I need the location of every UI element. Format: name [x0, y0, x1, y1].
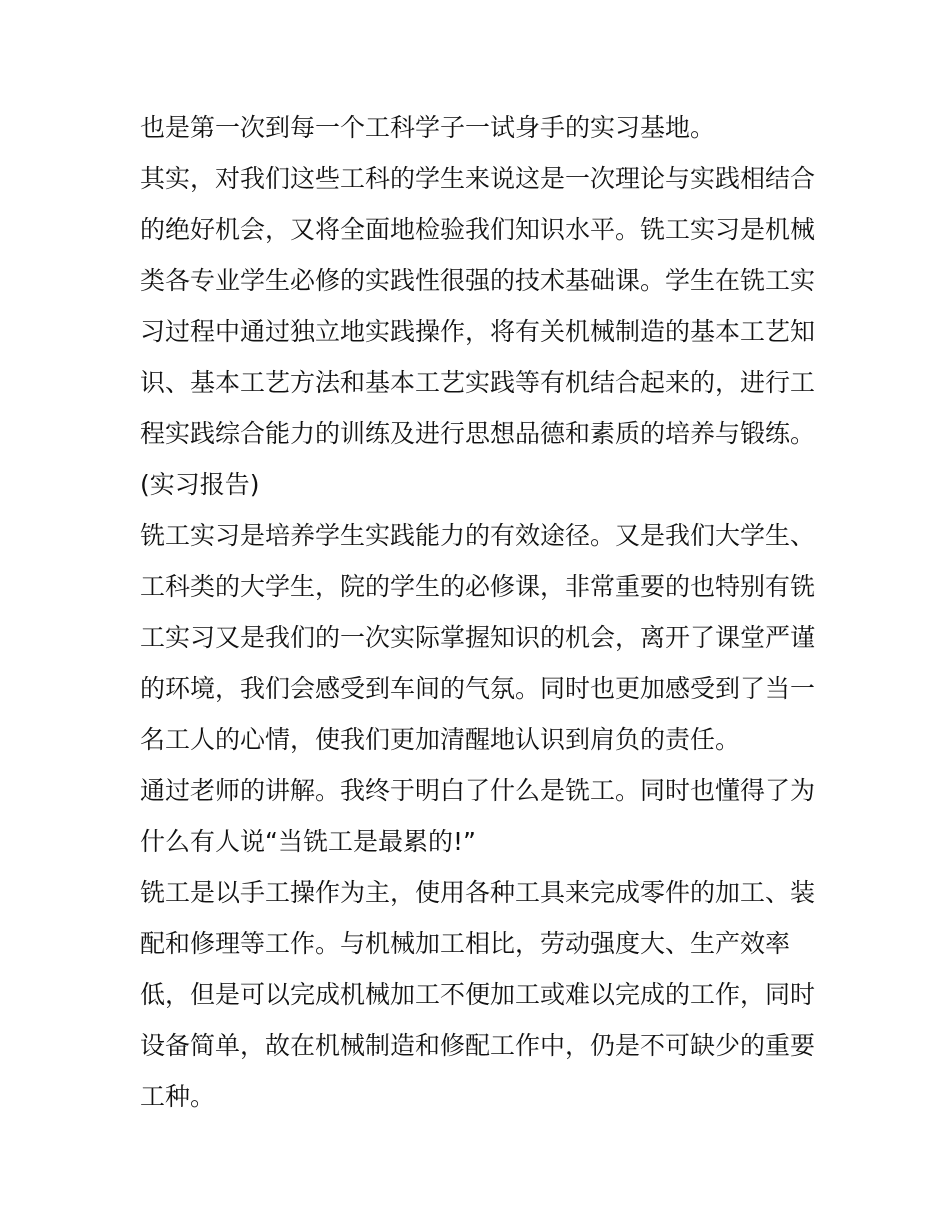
text-line: 工实习又是我们的一次实际掌握知识的机会，离开了课堂严谨: [140, 623, 816, 652]
text-line: 什么有人说“当铣工是最累的!”: [140, 827, 476, 856]
text-line: 程实践综合能力的训练及进行思想品德和素质的培养与锻练。: [140, 419, 816, 448]
text-line: 工科类的大学生，院的学生的必修课，非常重要的也特别有铣: [140, 572, 816, 601]
text-line: 配和修理等工作。与机械加工相比，劳动强度大、生产效率: [140, 929, 791, 958]
text-line: 铣工实习是培养学生实践能力的有效途径。又是我们大学生、: [140, 521, 816, 550]
text-line: 名工人的心情，使我们更加清醒地认识到肩负的责任。: [140, 725, 741, 754]
text-line: (实习报告): [140, 470, 260, 499]
text-line: 工种。: [140, 1082, 216, 1111]
text-line: 其实，对我们这些工科的学生来说这是一次理论与实践相结合: [140, 164, 816, 193]
text-line: 铣工是以手工操作为主，使用各种工具来完成零件的加工、装: [140, 878, 816, 907]
text-line: 低，但是可以完成机械加工不便加工或难以完成的工作，同时: [140, 980, 816, 1009]
text-line: 也是第一次到每一个工科学子一试身手的实习基地。: [140, 113, 716, 142]
text-line: 识、基本工艺方法和基本工艺实践等有机结合起来的，进行工: [140, 368, 816, 397]
text-line: 习过程中通过独立地实践操作，将有关机械制造的基本工艺知: [140, 317, 816, 346]
text-line: 设备简单，故在机械制造和修配工作中，仍是不可缺少的重要: [140, 1031, 816, 1060]
text-line: 类各专业学生必修的实践性很强的技术基础课。学生在铣工实: [140, 266, 816, 295]
text-line: 通过老师的讲解。我终于明白了什么是铣工。同时也懂得了为: [140, 776, 816, 805]
text-line: 的环境，我们会感受到车间的气氛。同时也更加感受到了当一: [140, 674, 816, 703]
text-line: 的绝好机会，又将全面地检验我们知识水平。铣工实习是机械: [140, 215, 816, 244]
